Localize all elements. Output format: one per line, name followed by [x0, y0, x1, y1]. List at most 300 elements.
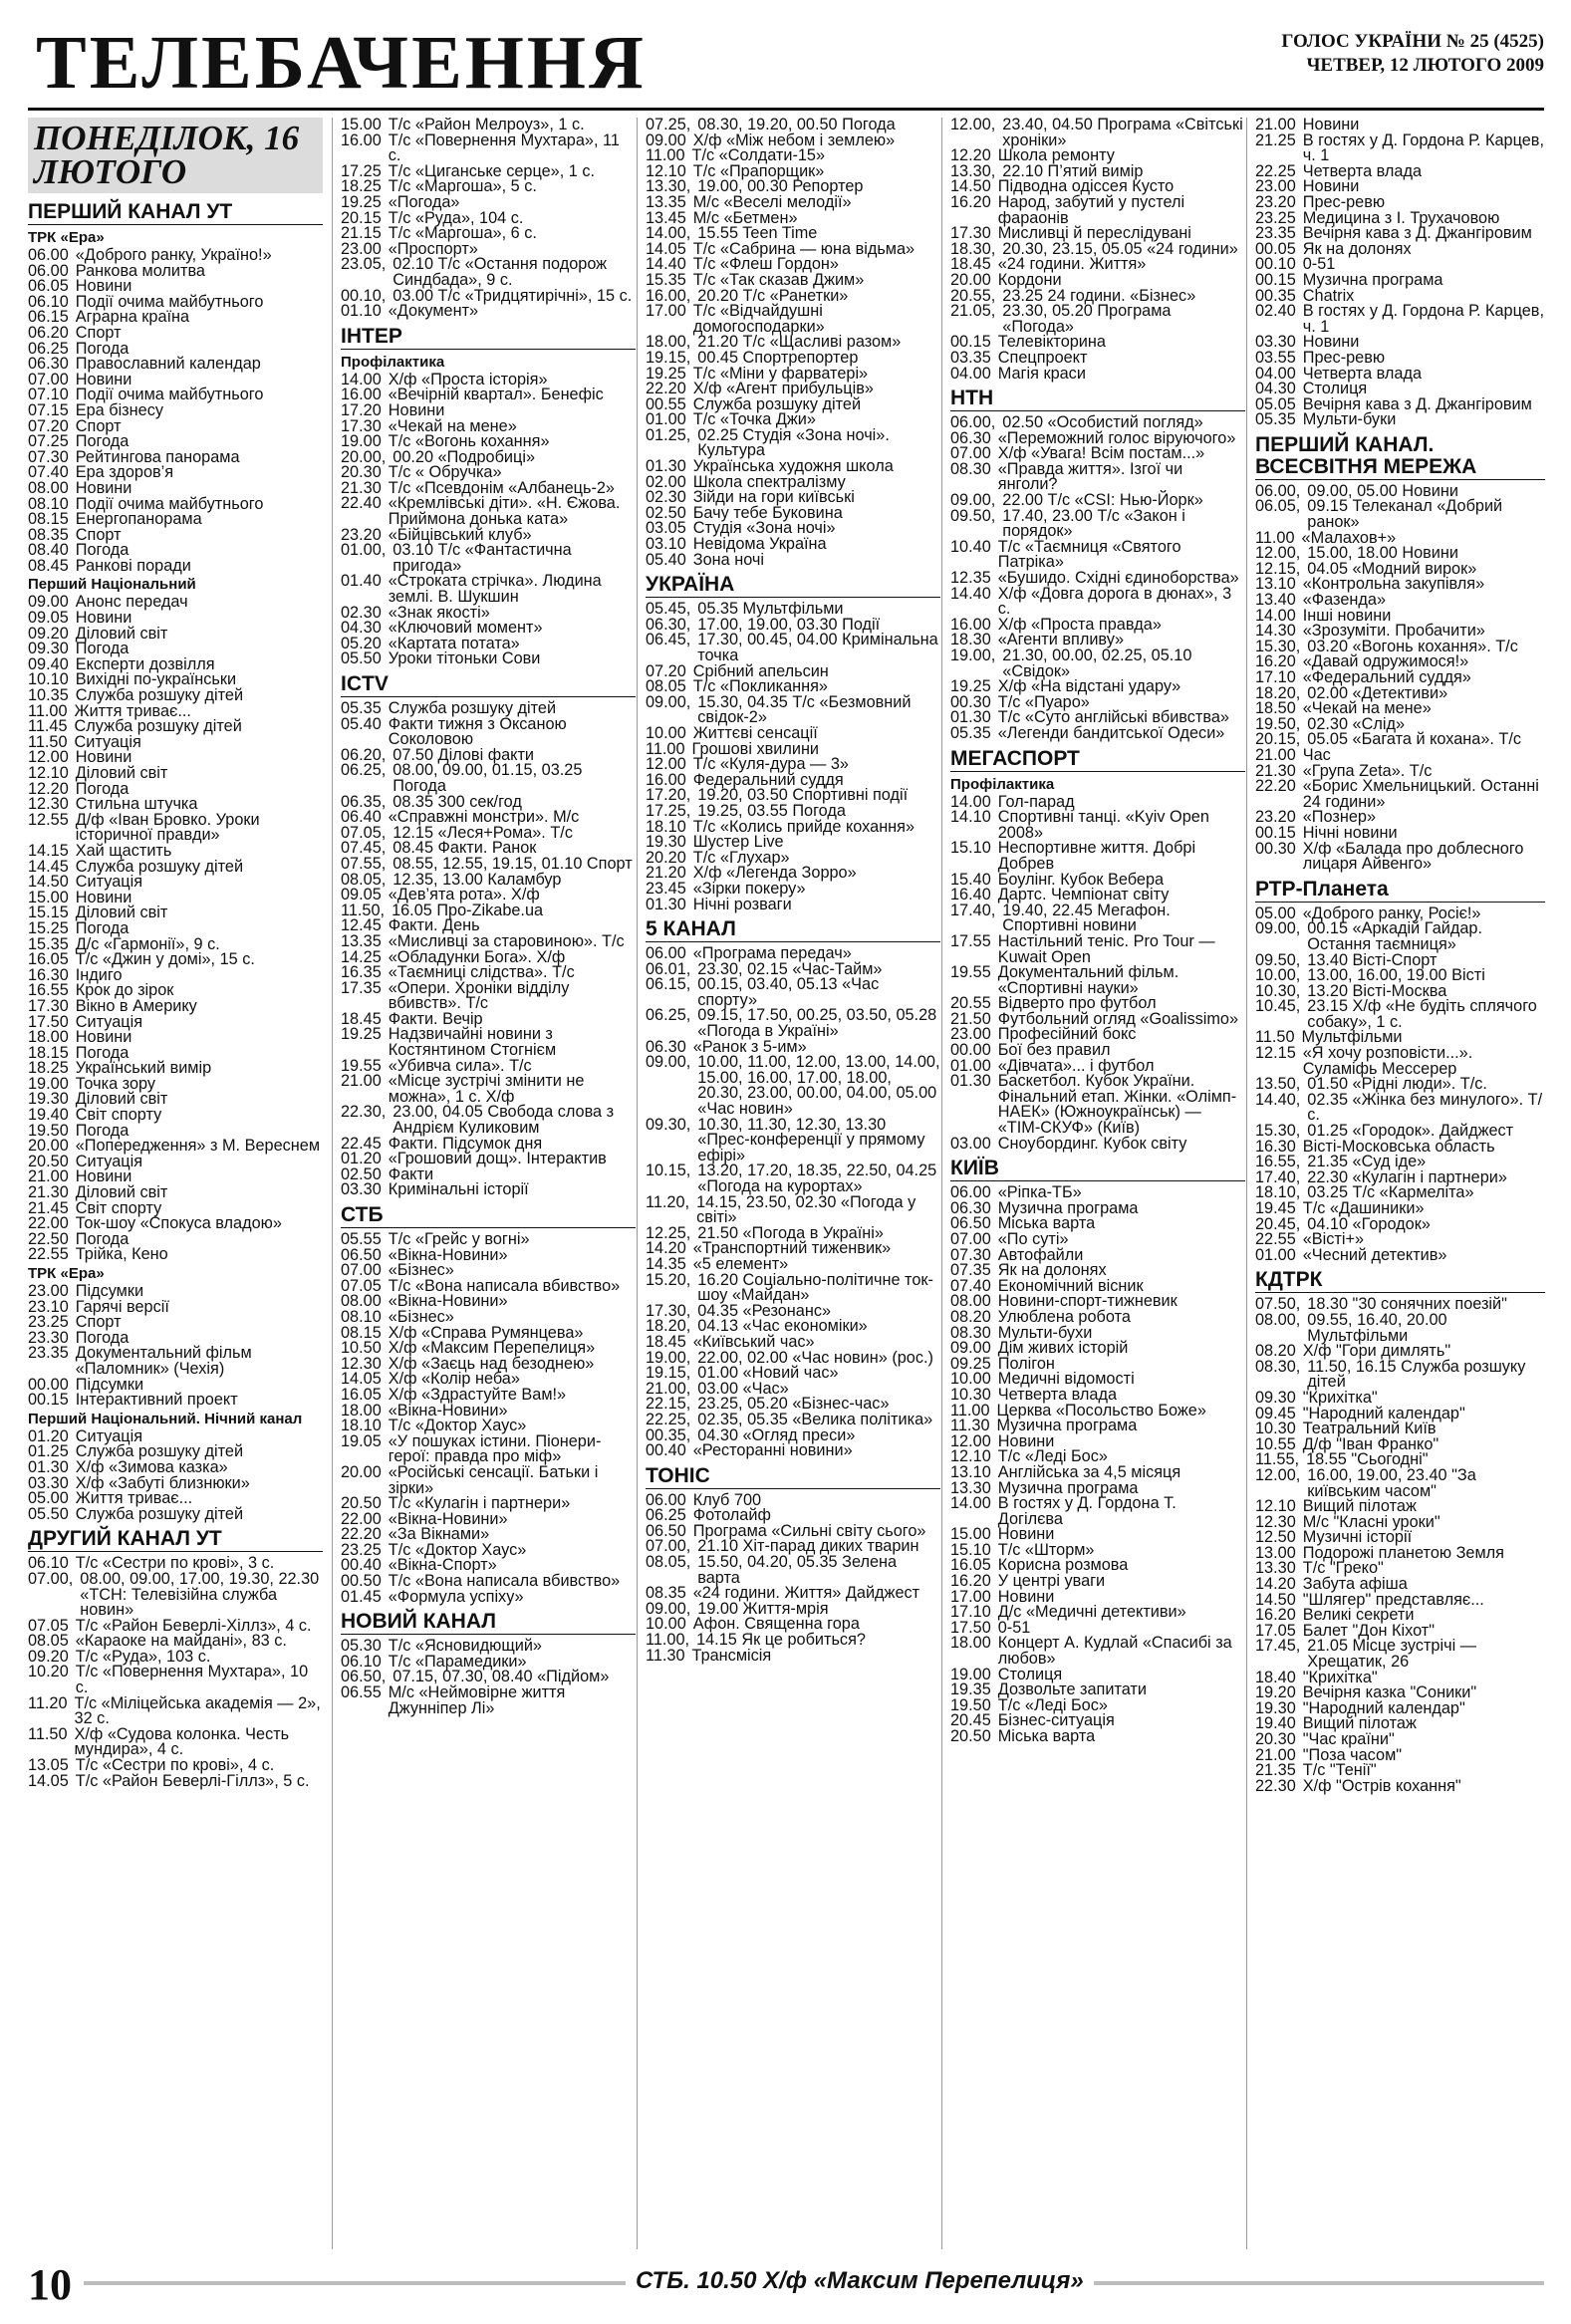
schedule-row [950, 257, 1245, 273]
schedule-time: 07.05 [28, 1616, 69, 1635]
schedule-time: 22.25 [1255, 161, 1296, 180]
schedule-time: 17.30 [341, 416, 382, 435]
schedule-time: 06.50 [950, 1214, 991, 1233]
schedule-time: 22.20 [646, 380, 686, 398]
schedule-program: Улюблена робота [997, 1307, 1131, 1326]
schedule-program: Вікно в Америку [75, 996, 197, 1015]
schedule-time: 04.30 [1255, 380, 1296, 398]
schedule-program: «Бушидо. Східні єдиноборства» [997, 569, 1239, 588]
schedule-time: 11.50 [28, 732, 68, 751]
schedule-program: Настільний теніс. Pro Tour — Kuwait Open [997, 931, 1215, 966]
schedule-time: 20.00 [950, 270, 991, 289]
schedule-time: 19.50, [1255, 714, 1301, 733]
schedule-program: Столиця [1302, 380, 1368, 398]
schedule-time: 14.15 [28, 841, 69, 860]
schedule-program: У центрі уваги [997, 1572, 1106, 1591]
channel-subheading: Перший Національний. Нічний канал [28, 1410, 303, 1427]
schedule-program: Т/с «Міліцейська академія — 2», 32 с. [74, 1693, 321, 1728]
schedule-program: 22.00, 02.00 «Час новин» (рос.) [697, 1348, 933, 1367]
schedule-program: Т/с «Руда», 103 с. [75, 1647, 211, 1666]
schedule-program: Т/с «Район Беверлі-Гіллз», 5 с. [75, 1771, 310, 1790]
schedule-program: Т/с «Ясновидющий» [388, 1637, 542, 1656]
schedule-time: 16.20 [950, 1572, 991, 1591]
schedule-row [1255, 1046, 1545, 1077]
schedule-program: «У пошуках істини. Піонери-герої: правда про міф» [388, 1431, 602, 1466]
schedule-row [1255, 1639, 1545, 1670]
schedule-time: 08.45 [28, 556, 69, 575]
schedule-time: 07.20 [646, 661, 686, 680]
schedule-time: 01.30 [646, 895, 686, 913]
schedule-time: 00.10 [1255, 255, 1296, 274]
schedule-time: 03.10 [646, 535, 686, 554]
schedule-row [1255, 1214, 1545, 1233]
schedule-row [1255, 130, 1545, 165]
schedule-program: «Таємниці слідства». Т/с [388, 963, 575, 982]
schedule-program: Четверта влада [1302, 364, 1423, 383]
schedule-program: «Програма передач» [692, 944, 852, 963]
schedule-program: 04.13 «Час економіки» [697, 1317, 868, 1336]
schedule-program: Х/ф «Забуті близнюки» [75, 1473, 250, 1492]
schedule-time: 06.00, [950, 413, 996, 432]
schedule-program: Х/ф «Колір неба» [388, 1370, 520, 1389]
schedule-program: 19.40, 22.45 Мегафон. Спортивні новини [1002, 901, 1171, 935]
schedule-program: 04.30 «Огляд преси» [697, 1425, 856, 1444]
schedule-program: Х/ф «Справа Румянцева» [388, 1323, 584, 1342]
schedule-time: 18.00 [341, 1401, 382, 1420]
schedule-row [646, 1270, 940, 1305]
schedule-program: Прес-ревю [1302, 348, 1386, 367]
schedule-program: "Народний календар" [1302, 1698, 1465, 1717]
schedule-time: 15.40 [950, 870, 991, 889]
schedule-program: Підсумки [75, 1282, 144, 1300]
schedule-row [950, 192, 1245, 227]
schedule-time: 12.55 [28, 810, 69, 829]
schedule-time: 07.50, [1255, 1295, 1301, 1314]
schedule-time: 12.00, [1255, 1465, 1301, 1484]
schedule-program: Ток-шоу «Спокуса владою» [75, 1214, 282, 1233]
schedule-time: 19.45 [1255, 1199, 1296, 1217]
schedule-row [28, 1693, 323, 1728]
schedule-program: 02.35, 05.35 «Велика політика» [697, 1410, 933, 1428]
schedule-time: 16.00 [341, 386, 382, 404]
schedule-program: «Легенди бандитської Одеси» [997, 723, 1225, 742]
schedule-time: 19.35 [950, 1680, 991, 1699]
schedule-program: Дозвольте запитати [997, 1680, 1147, 1699]
schedule-time: 08.30 [950, 1323, 991, 1342]
schedule-program: Т/с «Псевдонім «Албанець-2» [388, 478, 615, 497]
schedule-time: 11.00 [28, 701, 68, 720]
schedule-time: 05.35 [950, 723, 991, 742]
schedule-time: 06.50 [341, 1245, 382, 1264]
schedule-row [646, 1555, 940, 1586]
schedule-program: Магія краси [997, 364, 1086, 383]
schedule-time: 17.35 [341, 978, 382, 997]
schedule-row [28, 905, 323, 921]
schedule-time: 12.20 [950, 146, 991, 165]
schedule-time: 06.30 [646, 1037, 686, 1056]
schedule-program: Т/с «Доктор Хаус» [388, 1540, 527, 1559]
schedule-row [341, 1074, 636, 1105]
schedule-program: Новини [75, 609, 132, 628]
schedule-time: 21.00 [1255, 745, 1296, 764]
channel-heading: МЕГАСПОРТ [950, 748, 1245, 772]
schedule-program: Міська варта [997, 1214, 1096, 1233]
schedule-row [28, 611, 323, 627]
schedule-program: Д/с «Гармонії», 9 с. [75, 934, 220, 953]
schedule-time: 17.05 [1255, 1621, 1296, 1640]
schedule-row [341, 130, 636, 165]
schedule-program: Нічні новини [1302, 823, 1398, 842]
schedule-row [950, 1198, 1245, 1217]
schedule-time: 19.15, [646, 1364, 691, 1383]
schedule-program: Музичні історії [1302, 1528, 1413, 1547]
schedule-program: «Давай одружимося!» [1302, 652, 1469, 671]
schedule-time: 06.05 [28, 277, 69, 296]
schedule-program: Новини [75, 478, 132, 497]
schedule-program: Трійка, Кено [75, 1245, 168, 1264]
schedule-program: Срібний апельсин [692, 661, 829, 680]
schedule-row [341, 179, 636, 195]
schedule-program: «Контрольна закупівля» [1302, 575, 1485, 594]
schedule-time: 22.30, [341, 1103, 387, 1122]
schedule-time: 14.00 [950, 792, 991, 811]
schedule-program: 20.30, 23.15, 05.05 «24 години» [1002, 239, 1238, 258]
schedule-time: 05.40 [646, 550, 686, 569]
schedule-time: 17.25 [341, 161, 382, 180]
schedule-time: 14.10 [950, 808, 991, 827]
schedule-time: 18.20, [646, 1317, 691, 1336]
schedule-program: 08.55, 12.55, 19.15, 01.10 Спорт [393, 854, 633, 873]
schedule-program: 18.55 "Сьогодні" [1306, 1450, 1429, 1469]
schedule-row [1255, 179, 1545, 195]
schedule-row [341, 1294, 636, 1310]
schedule-row [341, 1182, 636, 1198]
schedule-time: 22.00 [28, 1214, 69, 1233]
schedule-time: 14.40 [646, 255, 686, 274]
schedule-time: 03.35 [950, 348, 991, 367]
schedule-program: Події очима майбутнього [75, 292, 264, 311]
schedule-time: 06.00 [646, 1490, 686, 1509]
schedule-time: 21.05, [950, 302, 996, 321]
schedule-program: Т/с « Обручка» [388, 463, 502, 482]
schedule-program: Вечірня кава з Д. Джангіровим [1302, 394, 1532, 413]
schedule-time: 13.30 [950, 1478, 991, 1497]
schedule-program: 08.45 Факти. Ранок [393, 839, 537, 858]
schedule-time: 20.20 [646, 848, 686, 867]
schedule-time: 15.35 [28, 934, 69, 953]
schedule-time: 20.45, [1255, 1214, 1301, 1233]
schedule-row [950, 1307, 1245, 1326]
schedule-row [1255, 161, 1545, 180]
schedule-program: Новини [75, 1167, 132, 1186]
schedule-time: 08.20 [1255, 1342, 1296, 1361]
schedule-program: Х/ф «На відстані удару» [997, 677, 1181, 696]
schedule-time: 19.30 [646, 833, 686, 852]
schedule-program: Клуб 700 [692, 1490, 762, 1509]
schedule-row [28, 357, 323, 373]
schedule-time: 12.10 [646, 161, 686, 180]
schedule-program: Бізнес-ситуація [997, 1711, 1115, 1730]
schedule-row [646, 1633, 940, 1649]
schedule-program: Грошові хвилини [691, 739, 820, 758]
schedule-program: «Опери. Хроніки відділу вбивств». Т/с [388, 978, 570, 1013]
schedule-program: «Вікна-Новини» [388, 1245, 508, 1264]
schedule-time: 18.45 [950, 255, 991, 274]
schedule-time: 18.15 [28, 1043, 69, 1062]
schedule-time: 06.20, [341, 745, 387, 764]
schedule-program: Музична програма [996, 1417, 1138, 1435]
day-title: ПОНЕДІЛОК, 16 ЛЮТОГО [28, 118, 323, 193]
schedule-time: 15.10 [950, 839, 991, 858]
schedule-time: 14.20 [1255, 1575, 1296, 1594]
schedule-program: 00.15, 03.40, 05.13 «Час спорту» [697, 975, 880, 1009]
schedule-program: 07.50 Ділові факти [393, 745, 535, 764]
schedule-program: «Кремлівські діти». «Н. Єжова. Приймона донька ката» [388, 494, 621, 529]
schedule-program: Ситуація [75, 873, 143, 892]
schedule-program: Т/с «Куля-дура — 3» [692, 755, 849, 774]
schedule-program: 12.15 «Леся+Рома». Т/с [393, 823, 573, 842]
schedule-row [646, 633, 940, 663]
schedule-program: Події очима майбутнього [75, 386, 264, 404]
schedule-program: Бачу тебе Буковина [692, 503, 843, 522]
schedule-program: 19.20, 03.50 Спортивні події [697, 786, 909, 805]
schedule-row [950, 1232, 1245, 1248]
schedule-program: Факти тижня з Оксаною Соколовою [388, 714, 567, 749]
schedule-row [950, 841, 1245, 872]
schedule-program: Дім живих історій [997, 1339, 1129, 1358]
schedule-time: 10.20 [28, 1663, 69, 1681]
schedule-program: Час [1302, 745, 1331, 764]
schedule-program: «Ресторанні новини» [692, 1441, 853, 1460]
schedule-program: 08.35 300 сек/год [393, 792, 522, 811]
schedule-time: 05.30 [341, 1637, 382, 1656]
schedule-time: 16.00, [646, 286, 691, 305]
schedule-time: 03.05 [646, 519, 686, 538]
schedule-row [341, 257, 636, 288]
column-4 [941, 118, 1253, 2249]
schedule-program: Хай щастить [75, 841, 172, 860]
schedule-program: «Чекай на мене» [1302, 699, 1432, 718]
schedule-program: Церква «Посольство Боже» [996, 1401, 1206, 1420]
schedule-program: Факти [388, 1164, 434, 1183]
schedule-row [646, 1490, 940, 1509]
schedule-time: 10.30 [1255, 1420, 1296, 1438]
schedule-row [950, 364, 1245, 383]
schedule-row [646, 879, 940, 898]
schedule-time: 00.00 [28, 1375, 69, 1394]
schedule-program: 08.00, 09.00, 17.00, 19.30, 22.30 «ТСН: Телевізійна служба новин» [80, 1569, 320, 1620]
schedule-time: 00.55 [646, 394, 686, 413]
schedule-row [950, 965, 1245, 996]
schedule-program: Х/ф «Увага! Всім постам...» [997, 444, 1205, 463]
schedule-row [646, 1443, 940, 1459]
schedule-row [28, 595, 323, 611]
schedule-program: Chatrix [1302, 286, 1355, 305]
schedule-row [1255, 921, 1545, 952]
schedule-program: 12.35, 13.00 Каламбур [393, 870, 562, 889]
schedule-program: Стильна штучка [75, 795, 198, 814]
schedule-row [341, 1152, 636, 1167]
schedule-time: 23.35 [1255, 224, 1296, 243]
schedule-program: 11.50, 16.15 Служба розшуку дітей [1307, 1357, 1526, 1392]
schedule-program: Діловий світ [75, 764, 168, 782]
schedule-time: 11.50, [341, 901, 386, 919]
schedule-time: 12.15 [1255, 1044, 1296, 1063]
issue-date: ЧЕТВЕР, 12 ЛЮТОГО 2009 [1306, 55, 1544, 76]
schedule-program: 01.50 «Рідні люди». Т/с. [1307, 1075, 1487, 1094]
schedule-time: 16.30 [28, 965, 69, 984]
schedule-program: Новини [997, 1525, 1055, 1544]
schedule-program: 14.15 Як це робиться? [696, 1631, 866, 1650]
schedule-program: Т/с «Циганське серце», 1 с. [388, 161, 596, 180]
schedule-program: Світ спорту [75, 1106, 162, 1125]
schedule-time: 11.20 [28, 1693, 68, 1712]
schedule-time: 12.00 [950, 1431, 991, 1450]
schedule-program: Великі секрети [1302, 1606, 1415, 1625]
schedule-time: 06.15 [28, 308, 69, 327]
schedule-time: 09.00 [28, 593, 69, 612]
schedule-time: 16.00 [950, 615, 991, 634]
schedule-time: 07.00, [28, 1569, 74, 1588]
schedule-time: 19.05 [341, 1431, 382, 1450]
schedule-row [1255, 335, 1545, 351]
schedule-time: 13.10 [1255, 575, 1296, 594]
schedule-program: Т/с «Флеш Гордон» [692, 255, 839, 274]
schedule-time: 20.50 [950, 1727, 991, 1745]
schedule-row [1255, 577, 1545, 593]
schedule-program: Т/с «Дашиники» [1302, 1199, 1425, 1217]
page-footer [28, 2260, 1544, 2309]
schedule-row [28, 447, 323, 466]
schedule-row [646, 835, 940, 851]
schedule-program: Прес-ревю [1302, 192, 1386, 211]
schedule-time: 09.00, [1255, 919, 1301, 938]
schedule-program: Документальний фільм «Паломник» (Чехія) [75, 1344, 252, 1378]
schedule-time: 04.00 [950, 364, 991, 383]
schedule-program: Подорожі планетою Земля [1302, 1543, 1505, 1562]
schedule-time: 22.55 [28, 1245, 69, 1264]
schedule-program: Служба розшуку дітей [75, 686, 244, 705]
schedule-program: Т/с «Покликання» [692, 677, 828, 696]
schedule-row [341, 1462, 636, 1497]
schedule-time: 14.00, [646, 224, 691, 243]
channel-subheading: Перший Національний [28, 576, 196, 594]
channel-subheading: ТРК «Ера» [28, 1265, 105, 1282]
schedule-time: 08.00, [1255, 1310, 1301, 1329]
schedule-time: 07.00 [28, 370, 69, 388]
schedule-program: Народ, забутий у пустелі фараонів [997, 192, 1185, 227]
schedule-row [28, 525, 323, 544]
schedule-program: "Шлягер" представляє... [1302, 1590, 1484, 1609]
schedule-time: 23.25 [28, 1313, 69, 1332]
schedule-program: Т/с «Прапорщик» [692, 161, 825, 180]
schedule-row [646, 1646, 940, 1665]
schedule-program: 16.05 Про-Zikabe.ua [392, 901, 544, 919]
schedule-row [28, 512, 323, 528]
schedule-time: 13.40 [1255, 591, 1296, 610]
channel-heading: ДРУГИЙ КАНАЛ УТ [28, 1528, 323, 1552]
schedule-time: 01.20 [341, 1150, 382, 1168]
schedule-row [1255, 1465, 1545, 1500]
schedule-time: 23.30 [28, 1328, 69, 1347]
schedule-program: В гостях у Д. Гордона Р. Карцев, ч. 1 [1302, 302, 1544, 336]
schedule-row [341, 901, 636, 919]
schedule-program: 10.00, 11.00, 12.00, 13.00, 14.00, 15.00, 16.00, 17.00, 18.00, 20.30, 23.00, 00.00, 04.00, 05.00 «Час новин» [697, 1053, 940, 1119]
schedule-program: Д/с «Медичні детективи» [997, 1603, 1186, 1622]
schedule-program: Х/ф «Між небом і землею» [692, 130, 896, 149]
schedule-time: 13.35 [646, 192, 686, 211]
schedule-time: 15.35 [646, 270, 686, 289]
schedule-program: 07.15, 07.30, 08.40 «Підйом» [393, 1668, 610, 1686]
schedule-time: 16.35 [341, 963, 382, 982]
schedule-time: 05.35 [1255, 410, 1296, 429]
schedule-row [1255, 593, 1545, 609]
schedule-row [341, 1245, 636, 1264]
schedule-program: 23.00, 04.05 Свобода слова з Андрієм Куликовим [393, 1103, 615, 1138]
schedule-row [950, 1636, 1245, 1667]
schedule-program: Погода [75, 1043, 130, 1062]
schedule-time: 23.00 [28, 1282, 69, 1300]
schedule-time: 11.00 [646, 739, 685, 758]
section-title: ТЕЛЕБАЧЕННЯ [36, 21, 647, 105]
schedule-time: 14.00 [950, 1494, 991, 1513]
schedule-time: 18.45 [646, 1332, 686, 1351]
schedule-time: 14.00 [341, 370, 382, 388]
schedule-row [950, 1713, 1245, 1729]
schedule-program: Сноубординг. Кубок світу [997, 1134, 1187, 1153]
schedule-row [28, 888, 323, 906]
schedule-time: 14.05 [341, 1370, 382, 1389]
schedule-program: 17.30, 00.45, 04.00 Кримінальна точка [697, 631, 938, 664]
schedule-time: 19.40 [28, 1106, 69, 1125]
schedule-time: 13.30, [950, 161, 996, 180]
schedule-time: 16.20 [1255, 652, 1296, 671]
schedule-program: 08.00, 09.00, 01.15, 03.25 Погода [393, 761, 583, 795]
schedule-program: Факти. День [388, 916, 480, 935]
schedule-program: Міська варта [997, 1727, 1096, 1745]
schedule-time: 06.00, [1255, 481, 1301, 500]
schedule-time: 19.00 [28, 1074, 69, 1093]
schedule-row [950, 459, 1245, 494]
schedule-time: 10.00 [950, 1370, 991, 1389]
schedule-program: «Місце зустрічі змінити не можна», 1 с. Х/ф [388, 1072, 585, 1106]
schedule-row [28, 1504, 323, 1523]
schedule-program: Балет "Дон Кіхот" [1302, 1621, 1436, 1640]
schedule-row [28, 1393, 323, 1409]
schedule-row [646, 1055, 940, 1117]
schedule-time: 08.10 [28, 494, 69, 513]
schedule-time: 06.45, [646, 631, 691, 649]
schedule-program: Т/с «Грейс у вогні» [388, 1230, 530, 1248]
schedule-program: Вищий пілотаж [1302, 1497, 1417, 1516]
schedule-time: 17.30, [646, 1301, 691, 1320]
schedule-time: 17.40, [1255, 1167, 1301, 1186]
schedule-time: 12.00, [950, 118, 996, 133]
schedule-time: 05.35 [341, 699, 382, 717]
schedule-program: М/с «Неймовірне життя Джунніпер Лі» [388, 1683, 566, 1717]
schedule-time: 21.25 [1255, 130, 1296, 149]
schedule-program: Х/ф «Максим Перепелиця» [388, 1339, 596, 1358]
schedule-time: 23.20 [1255, 808, 1296, 827]
schedule-time: 07.30 [950, 1245, 991, 1264]
schedule-time: 08.05, [341, 870, 387, 889]
schedule-time: 03.30 [341, 1180, 382, 1199]
schedule-row [28, 1152, 323, 1170]
schedule-time: 01.45 [341, 1587, 382, 1606]
schedule-program: Погода [75, 918, 130, 937]
schedule-time: 06.25, [646, 1006, 691, 1025]
schedule-program: 20.20 Т/с «Ранетки» [697, 286, 849, 305]
